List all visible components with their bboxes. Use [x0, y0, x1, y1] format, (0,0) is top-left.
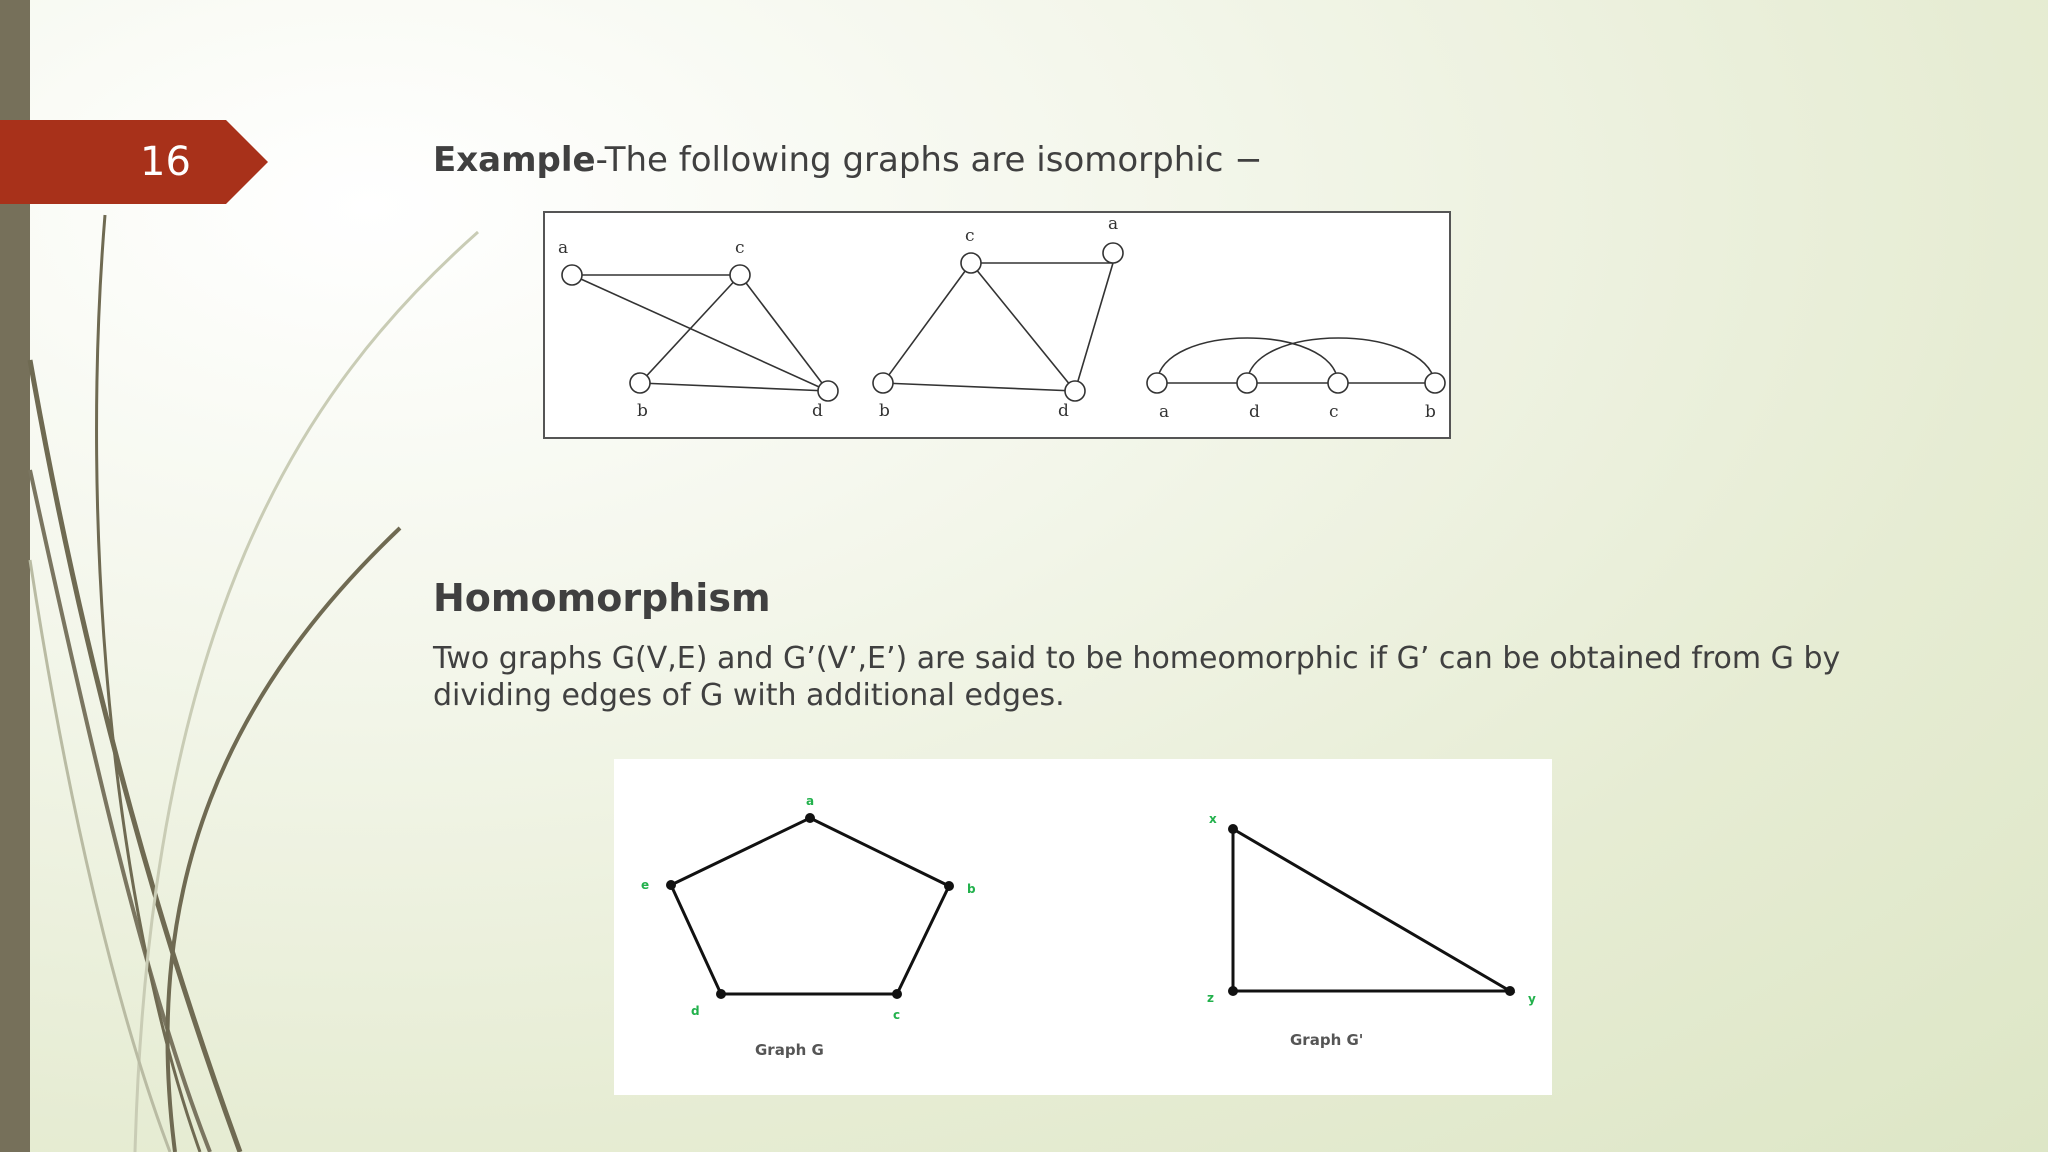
slide-number-badge	[0, 120, 268, 204]
graph-g-prime-caption: Graph G'	[1290, 1031, 1364, 1049]
g-label-d: d	[691, 1004, 700, 1018]
g3-label-b: b	[1425, 402, 1436, 422]
g1-label-a: a	[558, 238, 569, 258]
g-label-a: a	[806, 794, 815, 808]
gp-label-y: y	[1528, 992, 1536, 1006]
g3-label-c: c	[1329, 402, 1339, 422]
gp-label-x: x	[1209, 812, 1217, 826]
gp-label-z: z	[1207, 991, 1214, 1005]
graph-g-caption: Graph G	[755, 1041, 824, 1059]
g1-label-c: c	[735, 238, 745, 258]
g2-label-d: d	[1058, 401, 1069, 421]
homeomorphic-graphs-figure	[614, 759, 1552, 1095]
definition-text: Two graphs G(V,E) and G’(V’,E’) are said to be homeomorphic if G’ can be obtained from G by dividing edges of G with additional edges.	[433, 641, 1841, 713]
example-line	[433, 140, 1263, 180]
g1-label-b: b	[637, 401, 648, 421]
example-text: -The following graphs are isomorphic −	[595, 140, 1263, 180]
g-label-c: c	[893, 1008, 901, 1022]
section-title: Homomorphism	[433, 576, 771, 620]
slide-number: 16	[140, 139, 191, 185]
g-label-e: e	[641, 878, 650, 892]
g2-label-b: b	[879, 401, 890, 421]
example-label: Example	[433, 140, 596, 180]
g-label-b: b	[967, 882, 976, 896]
g3-label-a: a	[1159, 402, 1170, 422]
isomorphic-graphs-figure	[543, 211, 1451, 439]
g2-label-a: a	[1108, 214, 1119, 234]
g2-label-c: c	[965, 226, 975, 246]
g1-label-d: d	[812, 401, 823, 421]
g3-label-d: d	[1249, 402, 1260, 422]
